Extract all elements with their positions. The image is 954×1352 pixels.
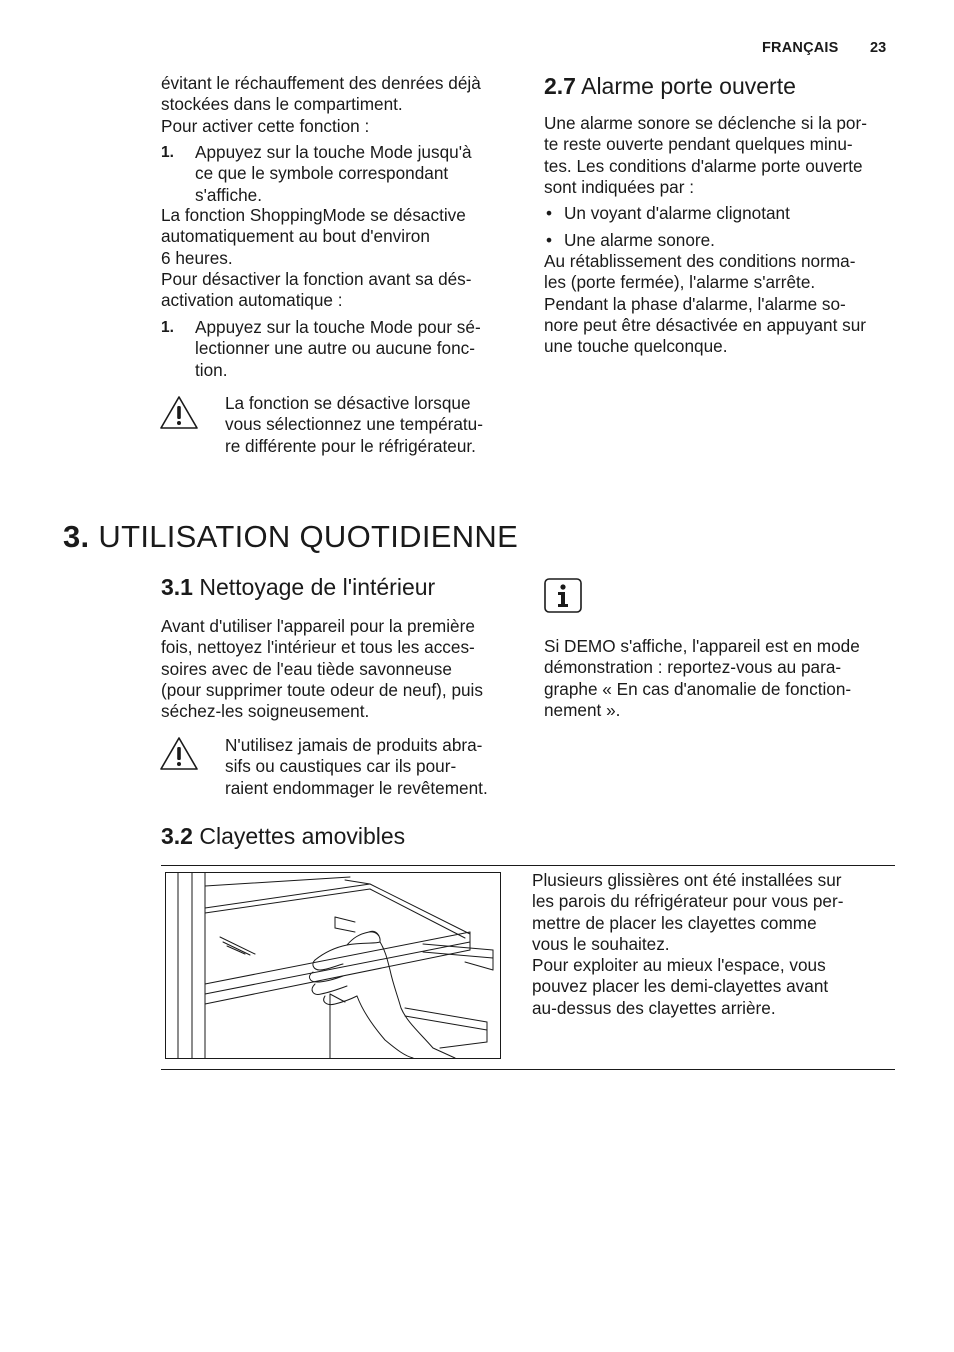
text-line: une touche quelconque. xyxy=(544,336,728,357)
text-line: Si DEMO s'affiche, l'appareil est en mode xyxy=(544,636,860,656)
text-line: tes. Les conditions d'alarme porte ouverte xyxy=(544,155,863,176)
warning-text xyxy=(225,393,525,457)
warning-text xyxy=(225,735,525,799)
text-line: Plusieurs glissières ont été installées sur xyxy=(532,870,842,890)
text-line: démonstration : reportez-vous au para- xyxy=(544,657,842,678)
text-line: activation automatique : xyxy=(161,290,343,311)
bullet-icon: • xyxy=(546,230,553,250)
text-line: mettre de placer les clayettes comme xyxy=(532,912,817,933)
text-line: nement ». xyxy=(544,699,621,720)
alarm-end-paragraph xyxy=(544,251,904,357)
text-line: sont indiquées par : xyxy=(544,176,695,197)
text-line: lectionner une autre ou aucune fonc- xyxy=(195,338,475,359)
hand-removing-shelf-illustration xyxy=(165,872,501,1059)
text-line: tion. xyxy=(195,359,228,380)
intro-paragraph xyxy=(161,73,521,137)
section-number: 2.7 xyxy=(544,73,576,99)
text-line: re différente pour le réfrigérateur. xyxy=(225,435,476,456)
warning-triangle-icon xyxy=(158,735,200,773)
text-line: stockées dans le compartiment. xyxy=(161,94,403,115)
deactivate-step xyxy=(161,317,521,381)
text-line: automatiquement au bout d'environ xyxy=(161,226,430,247)
text-line: (pour supprimer toute odeur de neuf), puis xyxy=(161,679,483,700)
page-number: 23 xyxy=(870,40,887,56)
section-title: Clayettes amovibles xyxy=(199,823,406,849)
section-title: Nettoyage de l'intérieur xyxy=(199,574,436,600)
text-line: s'affiche. xyxy=(195,184,262,205)
step-number: 1. xyxy=(161,144,174,161)
text-line: Une alarme sonore se déclenche si la por- xyxy=(544,113,867,133)
text-line: N'utilisez jamais de produits abra- xyxy=(225,735,483,755)
text-line: 6 heures. xyxy=(161,247,233,268)
bullet-icon: • xyxy=(546,203,553,223)
list-item: • Un voyant d'alarme clignotant xyxy=(546,203,790,223)
chapter-title: UTILISATION QUOTIDIENNE xyxy=(98,519,519,554)
step-number: 1. xyxy=(161,319,174,336)
text-line: Pour désactiver la fonction avant sa dés- xyxy=(161,268,472,289)
text-line: te reste ouverte pendant quelques minu- xyxy=(544,134,853,155)
alarm-intro-paragraph xyxy=(544,113,904,198)
text-line: Pour activer cette fonction : xyxy=(161,115,370,136)
text-line: soires avec de l'eau tiède savonneuse xyxy=(161,658,452,679)
shelves-text xyxy=(532,870,892,1019)
text-line: fois, nettoyez l'intérieur et tous les acces- xyxy=(161,637,475,658)
text-line: Appuyez sur la touche Mode jusqu'à xyxy=(195,142,472,162)
text-line: graphe « En cas d'anomalie de fonction- xyxy=(544,678,852,699)
section-3-1-heading xyxy=(161,573,435,601)
text-line: vous le souhaitez. xyxy=(532,933,670,954)
text-line: La fonction se désactive lorsque xyxy=(225,393,471,413)
text-line: Pendant la phase d'alarme, l'alarme so- xyxy=(544,293,846,314)
cleaning-paragraph xyxy=(161,616,526,722)
section-number: 3.2 xyxy=(161,823,193,849)
text-line: sifs ou caustiques car ils pour- xyxy=(225,756,457,777)
text-line: Appuyez sur la touche Mode pour sé- xyxy=(195,317,481,337)
section-3-2-heading xyxy=(161,822,405,850)
list-item: • Une alarme sonore. xyxy=(546,230,715,250)
page-header-language: FRANÇAIS xyxy=(762,40,839,56)
text-line: les parois du réfrigérateur pour vous per- xyxy=(532,891,844,912)
chapter-number: 3. xyxy=(63,519,90,554)
table-top-rule xyxy=(161,865,895,866)
auto-off-paragraph xyxy=(161,205,521,311)
info-icon xyxy=(544,578,582,613)
warning-triangle-icon xyxy=(158,394,200,432)
table-bottom-rule xyxy=(161,1069,895,1070)
text-line: raient endommager le revêtement. xyxy=(225,777,488,798)
section-number: 3.1 xyxy=(161,574,193,600)
text-line: Avant d'utiliser l'appareil pour la première xyxy=(161,616,475,636)
text-line: Pour exploiter au mieux l'espace, vous xyxy=(532,955,826,976)
text-line: évitant le réchauffement des denrées déjà xyxy=(161,73,481,93)
section-title: Alarme porte ouverte xyxy=(581,73,796,99)
text-line: nore peut être désactivée en appuyant sur xyxy=(544,314,867,335)
text-line: Au rétablissement des conditions norma- xyxy=(544,251,856,271)
activate-step xyxy=(161,142,521,206)
text-line: les (porte fermée), l'alarme s'arrête. xyxy=(544,272,816,293)
info-text xyxy=(544,636,904,721)
text-line: pouvez placer les demi-clayettes avant xyxy=(532,976,829,997)
text-line: ce que le symbole correspondant xyxy=(195,163,449,184)
text-line: vous sélectionnez une températu- xyxy=(225,414,483,435)
text-line: La fonction ShoppingMode se désactive xyxy=(161,205,466,225)
chapter-3-heading xyxy=(63,519,518,555)
text-line: au-dessus des clayettes arrière. xyxy=(532,997,776,1018)
text-line: séchez-les soigneusement. xyxy=(161,701,370,722)
section-2-7-heading xyxy=(544,72,796,100)
